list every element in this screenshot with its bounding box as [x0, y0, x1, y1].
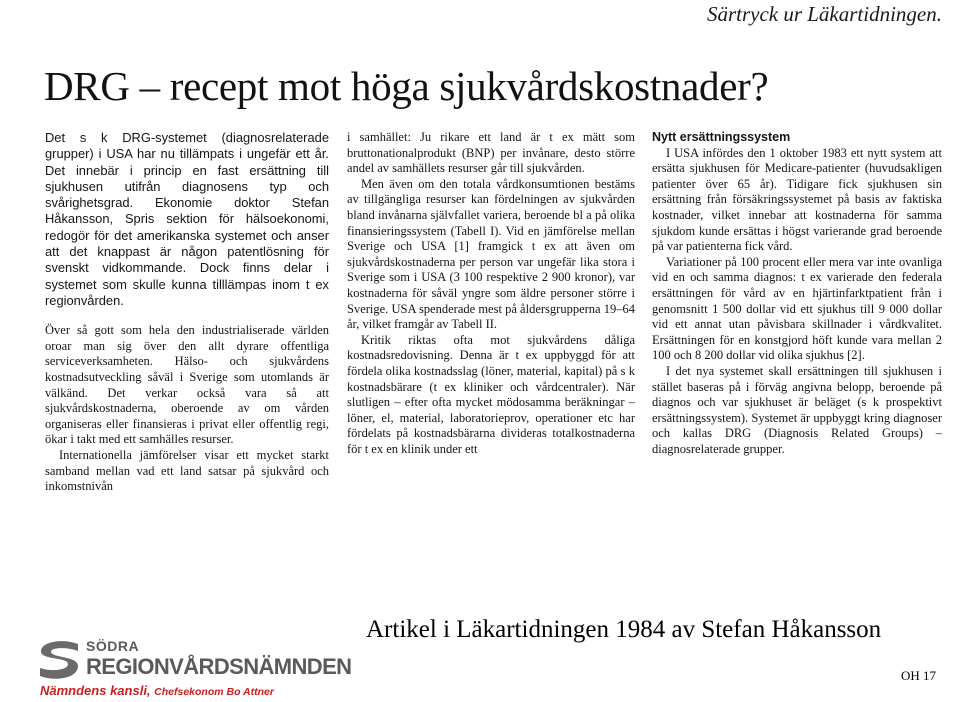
logo-line-2: REGIONVÅRDSNÄMNDEN — [86, 654, 352, 679]
column-3 — [652, 130, 942, 457]
column-2 — [347, 130, 635, 457]
article-lead: Det s k DRG-systemet (diagnosrelaterade grupper) i USA har nu tillämpats i ungefär ett år. Det innebär i princip en fast ersättning till sjukhusen utifrån diagnosens typ och svårighetsgrad. Ekonomie doktor Stefan Håkansson, Spris sektion för hälsoekonomi, redogör för det amerikanska systemet och anser att det knappast är någon patentlösning för svenskt vidkommande. Dock finns delar i systemet som skulle kunna tilllämpas inom t ex regionvården. — [45, 130, 329, 308]
logo-subtitle-office: Nämndens kansli, — [40, 683, 155, 698]
logo-subtitle-person: Chefsekonom Bo Attner — [154, 686, 274, 698]
organization-logo — [38, 638, 352, 700]
article-title: DRG – recept mot höga sjukvårdskostnader? — [44, 63, 769, 109]
logo-line-1: SÖDRA — [86, 638, 140, 654]
reprint-note: Särtryck ur Läkartidningen. — [706, 2, 942, 26]
logo-subtitle — [40, 682, 274, 700]
col2-paragraph-2: Men även om den totala vårdkonsumtionen bestäms av tillgängliga resurser kan fördelningen av sjukvården bland invånarna självfallet variera, beroende bl a på olika finansieringssystem (Tabell I). Vid en jämförelse mellan Sverige och USA [1] framgick t ex att även om sjukvårdskostnaderna per person var ungefär lika stora i Sverige som i USA (3 100 respektive 2 900 kronor), var kostnaderna för såväl yngre som äldre personer större i Sverige. USA spenderade mest på åldersgrupperna 19–64 år, vilket framgår av Tabell II. — [347, 176, 635, 332]
col3-paragraph-2: Variationer på 100 procent eller mera var inte ovanliga vid en och samma diagnos: t ex varierade den federala ersättningen för vård av en hjärtinfarktpatient från i genomsnitt 1 500 dollar vid ett sjukhus till 9 000 dollar vid ett annat utan påvisbara skillnader i vårdkvalitet. Ersättningen för en konstgjord höft kunde vara mellan 2 100 och 8 200 dollar vid olika sjukhus [2]. — [652, 254, 942, 363]
col3-subhead: Nytt ersättningssystem — [652, 130, 791, 144]
col1-paragraph-1: Över så gott som hela den industrialiserade världen oroar man sig över den allt dyrare offentliga serviceverksamheten. Hälso- och sjukvårdens kostnadsutveckling såväl i Sverige som utomlands är välkänd. Det verkar också vara så att sjukvårdskostnaderna, oberoende av om vården organiseras eller finansieras i privat eller offentlig regi, ökar i takt med ett samhälles resurser. — [45, 323, 329, 447]
col2-paragraph-1: i samhället: Ju rikare ett land är t ex mätt som bruttonationalprodukt (BNP) per invånare, desto större andel av samhällets resurser går till sjukvården. — [347, 130, 635, 176]
col2-paragraph-3: Kritik riktas ofta mot sjukvårdens dåliga kostnadsredovisning. Denna är t ex uppbyggd för att fördela olika kostnadsslag (löner, material, kapital) på s k kostnadsbärare (t ex kliniker och vårdcentraler). När slutligen – efter ofta mycket mödosamma beräkningar – löner, el, material, laboratorieprov, operationer etc har fördelats på kostnadsbärarna divideras totalkostnaderna för t ex en klinik under ett — [347, 332, 635, 456]
logo-mark-icon — [38, 640, 80, 680]
col1-paragraph-2: Internationella jämförelser visar ett mycket starkt samband mellan vad ett land satsar på sjukvård och inkomstnivån — [45, 448, 329, 494]
column-1 — [45, 130, 329, 495]
col3-paragraph-1: I USA infördes den 1 oktober 1983 ett nytt system att ersätta sjukhusen för Medicare-patienter (huvudsakligen patienter över 65 år). Tidigare fick sjukhusen sin ersättning från försäkringssystemet på basis av faktiska kostnader, vilket innebar att kostnaderna för samma sjukdom kunde ersättas i högst varierande grad beroende på var patienterna fick vård. — [652, 145, 942, 254]
page-number: OH 17 — [900, 668, 936, 683]
col3-paragraph-3: I det nya systemet skall ersättningen till sjukhusen i stället baseras på i förväg angivna belopp, beroende på diagnos och var sjukhuset är beläget (s k prospektivt ersättningssystem). Systemet är uppbyggt kring diagnoser och kallas DRG (Diagnosis Related Groups) – diagnosrelaterade grupper. — [652, 363, 942, 456]
article-caption: Artikel i Läkartidningen 1984 av Stefan Håkansson — [366, 616, 882, 643]
